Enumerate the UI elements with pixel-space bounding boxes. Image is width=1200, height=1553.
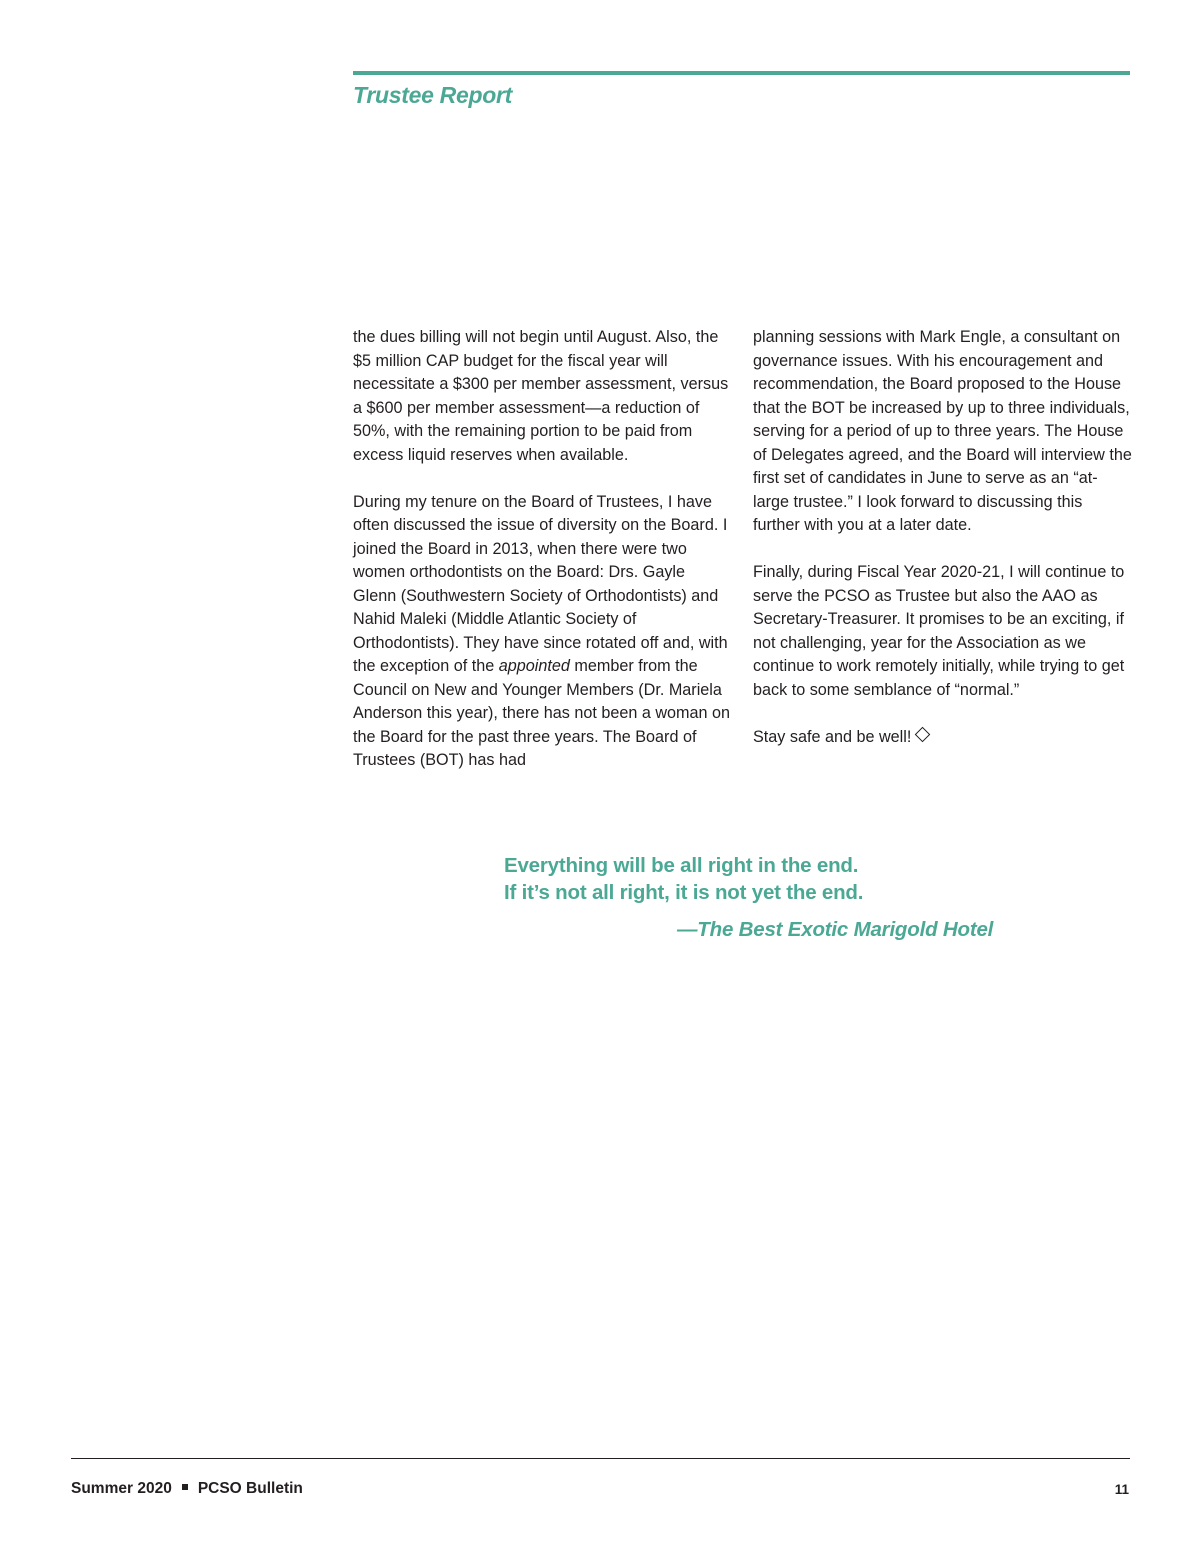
pull-quote <box>504 852 1024 906</box>
footer-issue: Summer 2020 <box>71 1480 172 1497</box>
header-rule <box>353 71 1130 75</box>
paragraph <box>353 491 731 773</box>
emphasis-text: appointed <box>498 657 570 675</box>
paragraph: Finally, during Fiscal Year 2020-21, I will continue to serve the PCSO as Trustee but also the AAO as Secretary-Treasurer. It promises to be an exciting, if not challenging, year for the Association as we continue to work remotely initially, while trying to get back to some semblance of “normal.” <box>753 563 1125 699</box>
article-column-left <box>353 326 731 773</box>
article-column-right <box>753 326 1133 749</box>
paragraph-text: member from the Council on New and Younger Members (Dr. Mariela Anderson this year), there has not been a woman on the Board for the past three years. The Board of Trustees (BOT) has had <box>353 657 731 769</box>
end-of-article-icon <box>915 726 931 742</box>
quote-attribution: —The Best Exotic Marigold Hotel <box>677 918 994 941</box>
paragraph: planning sessions with Mark Engle, a consultant on governance issues. With his encouragement and recommendation, the Board proposed to the House that the BOT be increased by up to three individuals, serving for a period of up to three years. The House of Delegates agreed, and the Board will interview the first set of candidates in June to serve as an “at-large trustee.” I look forward to discussing this further with you at a later date. <box>753 328 1132 534</box>
footer-publication-info <box>71 1480 303 1498</box>
section-title: Trustee Report <box>353 82 512 108</box>
paragraph-text: During my tenure on the Board of Trustees, I have often discussed the issue of diversity on the Board. I joined the Board in 2013, when there were two women orthodontists on the Board: Drs. Gayle Glenn (Southwestern Society of Orthodontists) and Nahid Maleki (Middle Atlantic Society of Orthodontists). They have since rotated off and, with the exception of the <box>353 492 728 675</box>
closing-text: Stay safe and be well! <box>753 727 912 746</box>
quote-line: Everything will be all right in the end. <box>504 854 859 877</box>
paragraph: the dues billing will not begin until August. Also, the $5 million CAP budget for the fiscal year will necessitate a $300 per member assessment, versus a $600 per member assessment—a reduction of 50%, with the remaining portion to be paid from excess liquid reserves when available. <box>353 328 729 464</box>
footer-publication: PCSO Bulletin <box>197 1480 303 1497</box>
page-number: 11 <box>1114 1482 1129 1497</box>
quote-line: If it’s not all right, it is not yet the end. <box>504 881 864 904</box>
closing-paragraph <box>753 726 1133 750</box>
separator-square-icon <box>182 1484 188 1490</box>
footer-rule <box>71 1458 1130 1459</box>
